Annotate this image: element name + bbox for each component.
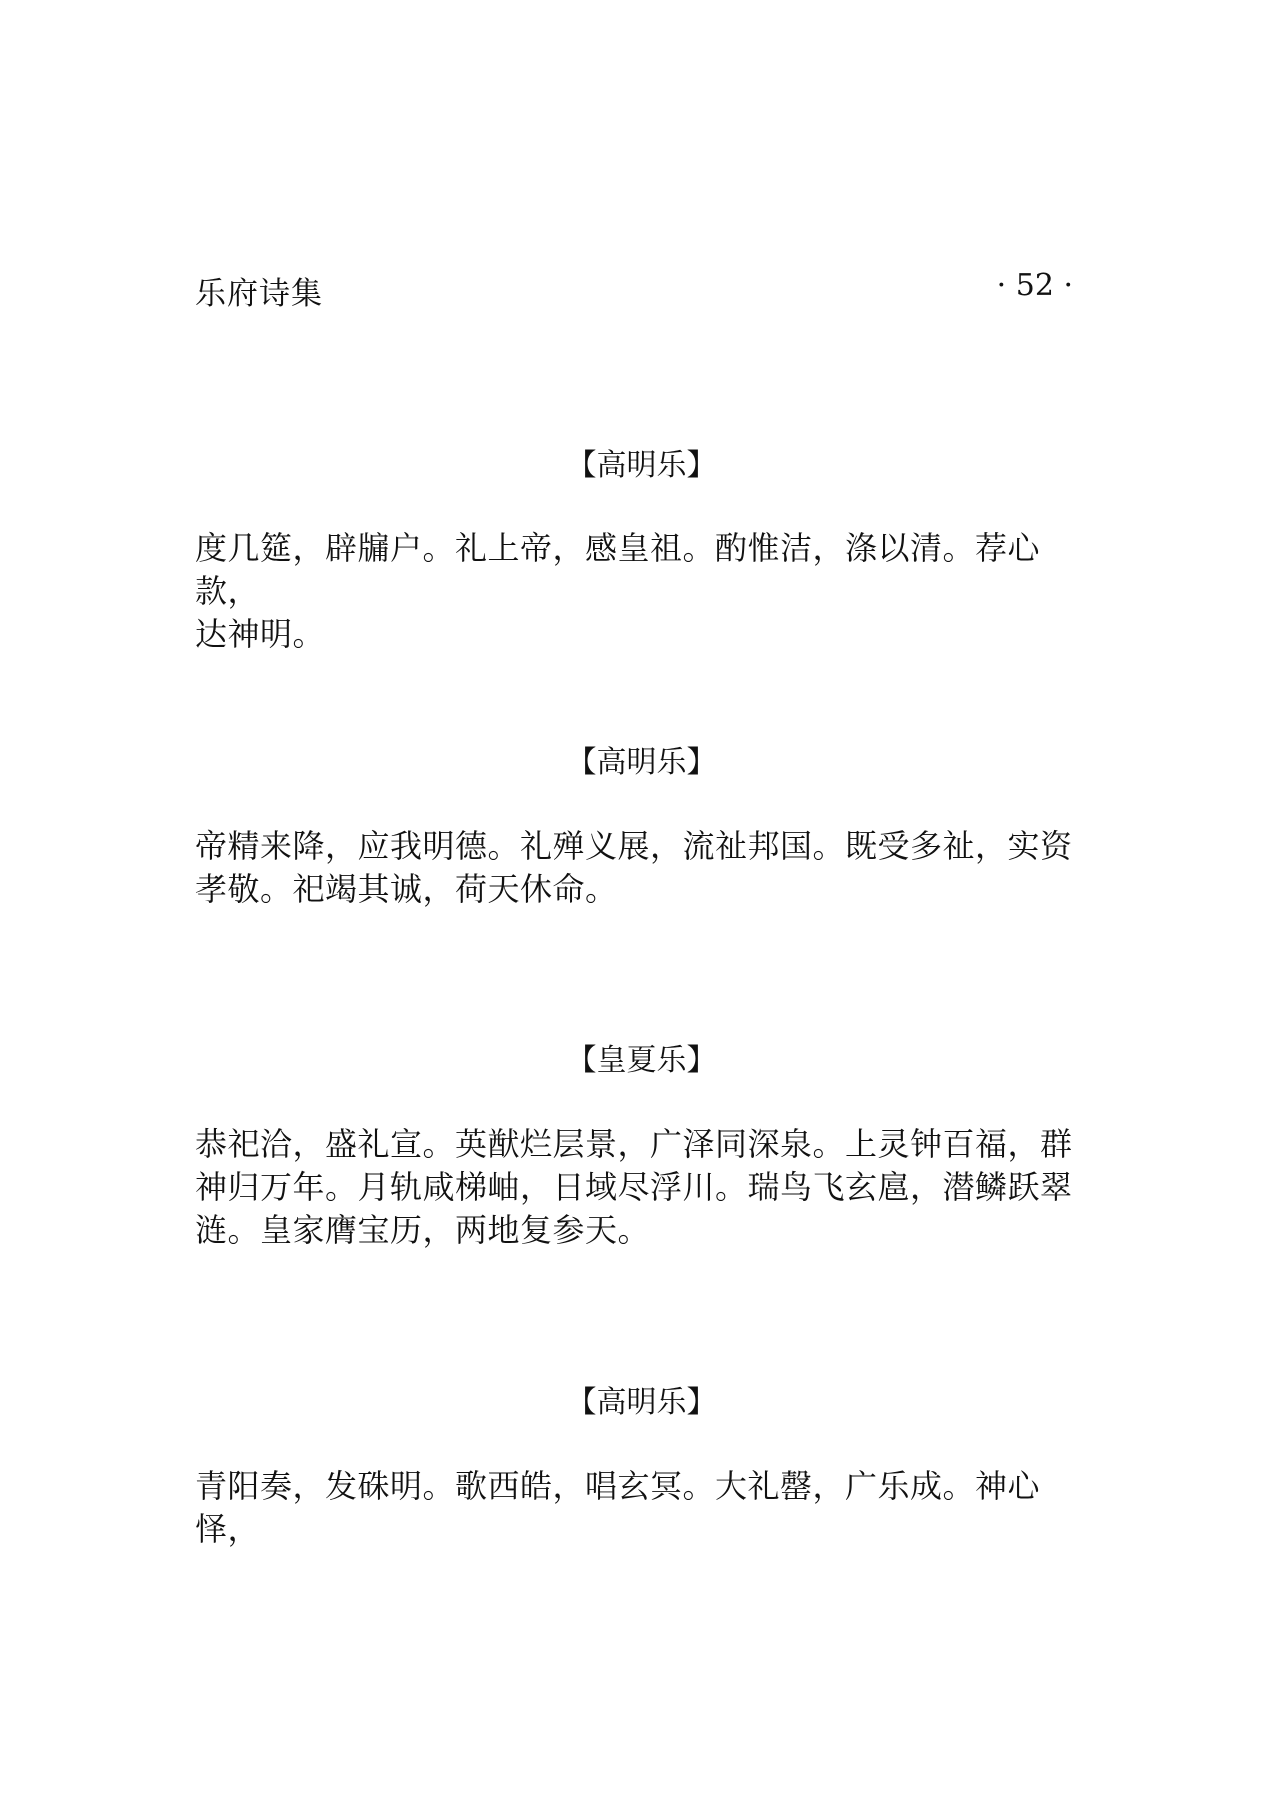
poem-line: 达神明。 [195,615,326,653]
poem-text [195,1465,1095,1551]
poem-line: 帝精来降，应我明德。礼殚义展，流祉邦国。既受多祉，实资 [195,827,1073,865]
page-header [195,268,1085,316]
section-title: 【皇夏乐】 [566,1043,717,1078]
poem-line: 青阳奏，发硃明。歌西皓，唱玄冥。大礼罄，广乐成。神心怿， [195,1467,1041,1548]
section-title: 【高明乐】 [566,1385,717,1420]
book-title: 乐府诗集 [195,276,323,312]
page-number: · 52 · [996,268,1073,303]
poem-line: 孝敬。祀竭其诚，荷天休命。 [195,870,618,908]
poem-line: 涟。皇家膺宝历，两地复参天。 [195,1211,651,1249]
section-title: 【高明乐】 [566,448,717,483]
poem-text [195,825,1095,911]
poem-line: 度几筵，辟牖户。礼上帝，感皇祖。酌惟洁，涤以清。荐心款， [195,529,1041,610]
poem-text [195,527,1095,656]
poem-line: 神归万年。月轨咸梯岫，日域尽浮川。瑞鸟飞玄扈，潜鳞跃翠 [195,1168,1073,1206]
poem-text [195,1123,1095,1252]
poem-line: 恭祀洽，盛礼宣。英猷烂层景，广泽同深泉。上灵钟百福，群 [195,1125,1073,1163]
section-title: 【高明乐】 [566,745,717,780]
